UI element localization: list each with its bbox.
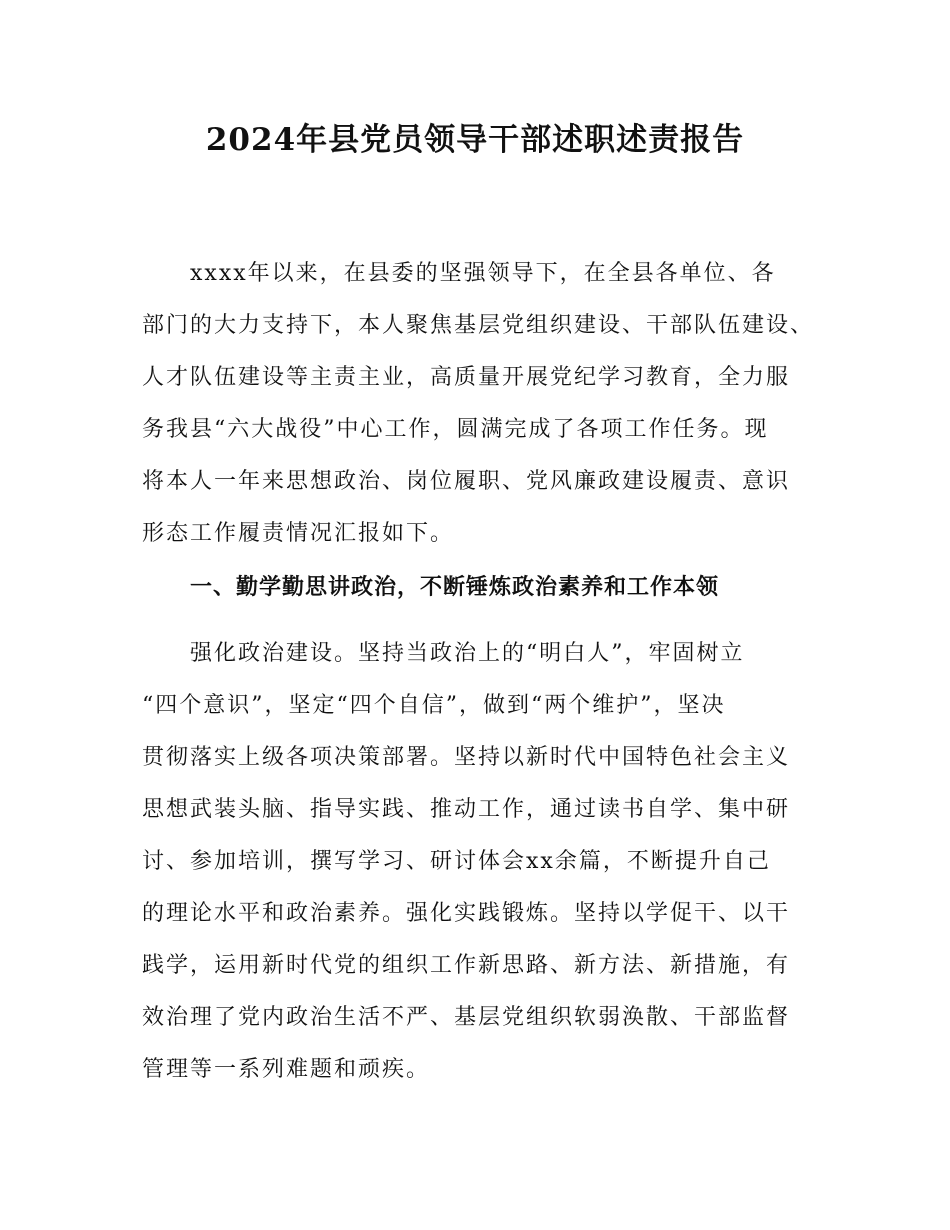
section-line-8: 效治理了党内政治生活不严、基层党组织软弱涣散、干部监督 <box>142 1005 791 1030</box>
section-line-5: 讨、参加培训，撰写学习、研讨体会xx余篇，不断提升自己 <box>142 849 771 874</box>
intro-line-2: 部门的大力支持下，本人聚焦基层党组织建设、干部队伍建设、 <box>142 313 815 338</box>
document-title: 2024年县党员领导干部述职述责报告 <box>205 122 745 158</box>
section-line-1: 强化政治建设。坚持当政治上的“明白人”，牢固树立 <box>190 641 745 666</box>
section-line-3: 贯彻落实上级各项决策部署。坚持以新时代中国特色社会主义 <box>142 745 791 770</box>
section-line-4: 思想武装头脑、指导实践、推动工作，通过读书自学、集中研 <box>142 797 791 822</box>
section-line-6: 的理论水平和政治素养。强化实践锻炼。坚持以学促干、以干 <box>142 901 791 926</box>
section-line-7: 践学，运用新时代党的组织工作新思路、新方法、新措施，有 <box>142 953 791 978</box>
section-heading: 一、勤学勤思讲政治，不断锤炼政治素养和工作本领 <box>190 575 720 600</box>
intro-line-1: xxxx年以来，在县委的坚强领导下，在全县各单位、各 <box>190 261 776 286</box>
section-line-9: 管理等一系列难题和顽疾。 <box>142 1057 431 1082</box>
intro-line-4: 务我县“六大战役”中心工作，圆满完成了各项工作任务。现 <box>142 417 769 442</box>
section-line-2: “四个意识”，坚定“四个自信”，做到“两个维护”，坚决 <box>142 693 726 718</box>
intro-line-3: 人才队伍建设等主责主业，高质量开展党纪学习教育，全力服 <box>142 365 791 390</box>
intro-line-5: 将本人一年来思想政治、岗位履职、党风廉政建设履责、意识 <box>142 469 791 494</box>
intro-line-6: 形态工作履责情况汇报如下。 <box>142 521 455 546</box>
